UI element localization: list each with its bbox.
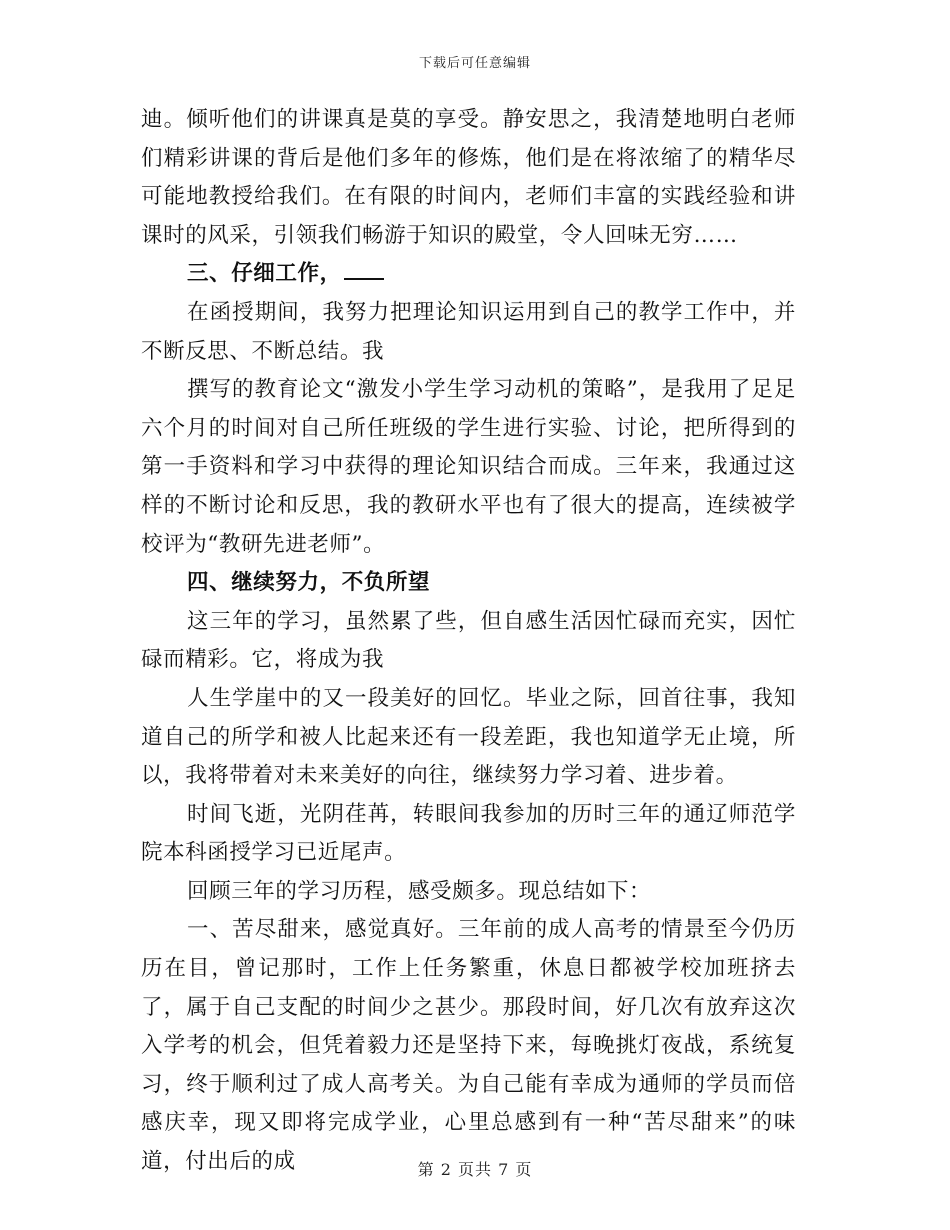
page-header: 下载后可任意编辑 (418, 56, 531, 71)
paragraph-4: 这三年的学习，虽然累了些，但自感生活因忙碌而充实，因忙碌而精彩。它，将成为我 (141, 608, 796, 673)
section-heading-3 (141, 255, 796, 294)
paragraph-2: 在函授期间，我努力把理论知识运用到自己的教学工作中，并不断反思、不断总结。我 (141, 299, 796, 364)
section-heading-4: 四、继续努力，不负所望 (187, 570, 431, 596)
fill-in-blank (344, 258, 384, 280)
paragraph-6: 时间飞逝，光阴荏苒，转眼间我参加的历时三年的通辽师范学院本科函授学习已近尾声。 (141, 801, 796, 866)
section-heading-3-text: 三、仔细工作， (187, 261, 342, 287)
paragraph-7: 回顾三年的学习历程，感受颇多。现总结如下： (187, 878, 652, 904)
paragraph-3: 撰写的教育论文“激发小学生学习动机的策略”，是我用了足足六个月的时间对自己所任班级的学生进行实验、讨论，把所得到的第一手资料和学习中获得的理论知识结合而成。三年来，我通过这样的不断讨论和反思，我的教研水平也有了很大的提高，连续被学校评为“教研先进老师”。 (141, 377, 796, 557)
paragraph-1: 迪。倾听他们的讲课真是莫的享受。静安思之，我清楚地明白老师们精彩讲课的背后是他们多年的修炼，他们是在将浓缩了的精华尽可能地教授给我们。在有限的时间内，老师们丰富的实践经验和讲课时的风采，引领我们畅游于知识的殿堂，令人回味无穷…… (141, 107, 796, 248)
paragraph-5: 人生学崖中的又一段美好的回忆。毕业之际，回首往事，我知道自己的所学和被人比起来还有一段差距，我也知道学无止境，所以，我将带着对未来美好的向往，继续努力学习着、进步着。 (141, 685, 796, 789)
page-footer: 第 2 页共 7 页 (417, 1160, 533, 1179)
document-body (141, 101, 796, 1182)
paragraph-8: 一、苦尽甜来，感觉真好。三年前的成人高考的情景至今仍历历在目，曾记那时，工作上任务繁重，休息日都被学校加班挤去了，属于自己支配的时间少之甚少。那段时间，好几次有放弃这次入学考的机会，但凭着毅力还是坚持下来，每晚挑灯夜战，系统复习，终于顺利过了成人高考关。为自己能有幸成为通师的学员而倍感庆幸，现又即将完成学业，心里总感到有一种“苦尽甜来”的味道，付出后的成 (141, 917, 796, 1175)
